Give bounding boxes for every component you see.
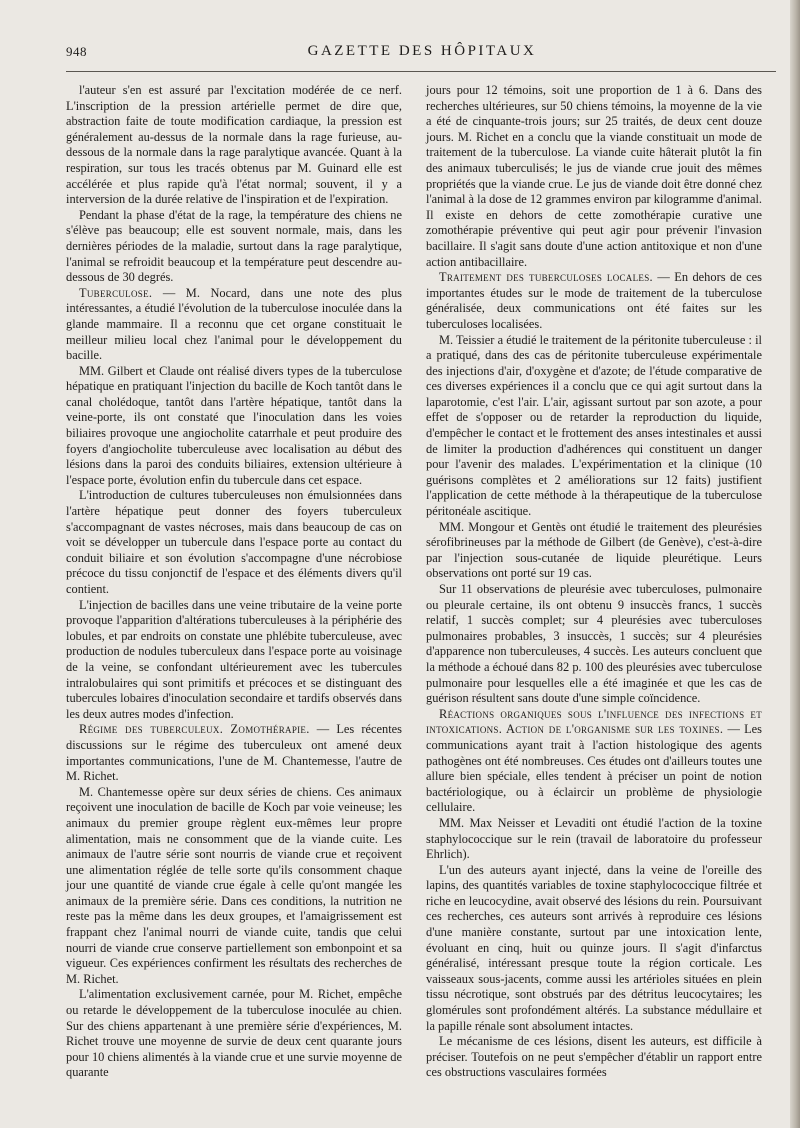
paragraph-text: — En dehors de ces importantes études sur le mode de traitement de la tuberculose généralisée, deux communications ont été faites sur les tuberculoses localisées. (426, 270, 762, 331)
paragraph-text: Sur 11 observations de pleurésie avec tuberculoses, pulmonaire ou pleurale certaine, ils ont obtenu 9 insuccès francs, 1 succès relatif, 1 succès complet; sur 4 pleurésies avec tuberculoses pulmonaires probables, 3 insuccès, 1 succès; sur 4 pleurésies d'apparence non tuberculeuses, 4 succès. Les auteurs concluent que la méthode a échoué dans 82 p. 100 des pleurésies avec tuberculose pulmonaire pour lesquelles elle a été imaginée et que les cas de guérison résultent sans doute d'une simple coïncidence. (426, 582, 762, 706)
paragraph-text: MM. Gilbert et Claude ont réalisé divers types de la tuberculose hépatique en pratiquant l'injection du bacille de Koch tantôt dans le canal cholédoque, tantôt dans l'artère hépatique, tantôt dans la veine-porte, ils ont constaté que l'inoculation dans les voies biliaires provoque une angiocholite catarrhale et peut produire des foyers d'angiocholite tuberculeuse avec localisation au début des lésions dans la paroi des conduits biliaires, extension ultérieure à l'espace porte, évolution enfin du tubercule dans cet espace. (66, 363, 402, 487)
paragraph-text: L'alimentation exclusivement carnée, pour M. Richet, empêche ou retarde le développement de la tuberculose inoculée au chien. Sur des chiens appartenant à une première série d'expériences, M. Richet trouve une moyenne de survie de deux cent quarante jours pour 10 chiens alimentés à la viande crue et une survie moyenne de quarante (66, 987, 402, 1080)
section-heading: Traitement des tuberculoses locales. (439, 270, 653, 285)
paragraph (426, 582, 762, 707)
paragraph-text: — M. Nocard, dans une note des plus intéressantes, a étudié l'évolution de la tuberculose inoculée dans la glande mammaire. Il a reconnu que cet organe constituait le meilleur milieu local chez l'animal pour le développement du bacille. (66, 285, 402, 363)
paragraph-text: — Les communications ayant trait à l'action histologique des agents pathogènes ont été nombreuses. Ces études ont d'ailleurs toutes une allure bien spéciale, elles tendent à préciser un point de notion bactériologique, ou à éclaircir un problème de physiologie cellulaire. (426, 722, 762, 815)
paragraph-text: l'auteur s'en est assuré par l'excitation modérée de ce nerf. L'inscription de la pression artérielle permet de dire que, abstraction faite de toute modification cardiaque, la pression est généralement au-dessus de la normale dans la rage furieuse, au-dessous de la normale dans la rage paralytique avancée. Quant à la respiration, sur tous les tracés obtenus par M. Guinard elle est accélérée et plus rapide qu'à l'état normal; souvent, il y a interversion de la durée relative de l'inspiration et de l'expiration. (66, 83, 402, 207)
paragraph (426, 1034, 762, 1081)
paragraph-text: L'introduction de cultures tuberculeuses non émulsionnées dans l'artère hépatique peut donner des foyers tuberculeux s'accompagnant de vastes nécroses, mais dans beaucoup de cas on voit se développer un tubercule dans l'espace porte au contact du conduit biliaire et son évolution s'accompagne d'une nécrobiose précoce du tissu conjonctif de l'espace et des éléments divers qu'il contient. (66, 488, 402, 596)
paragraph-text: Le mécanisme de ces lésions, disent les auteurs, est difficile à préciser. Toutefois on ne peut s'empêcher d'établir un rapport entre ces obstructions vasculaires formées (426, 1034, 762, 1080)
paragraph-text: — Les récentes discussions sur le régime des tuberculeux ont amené deux importantes communications, l'une de M. Chantemesse, l'autre de M. Richet. (66, 722, 402, 784)
paragraph (66, 722, 402, 784)
paragraph-text: MM. Mongour et Gentès ont étudié le traitement des pleurésies sérofibrineuses par la méthode de Gilbert (de Genève), c'est-à-dire par l'injection sous-cutanée de liquide pleurétique. Leurs observations ont porté sur 19 cas. (426, 519, 762, 581)
right-column (426, 83, 762, 1081)
page-number: 948 (66, 44, 87, 59)
paragraph (426, 863, 762, 1035)
paragraph-text: L'injection de bacilles dans une veine tributaire de la veine porte provoque l'apparition d'altérations tuberculeuses à la périphérie des lobules, et par endroits on constate une phlébite tuberculeuse, avec production de nodules tuberculeux dans l'espace porte au voisinage de la veine, se confondant ultérieurement avec les tubercules intralobulaires qui sont primitifs et précoces et se distinguant des tubercules lobaires d'inoculation secondaire et tardifs observés dans les deux autres modes d'infection. (66, 597, 402, 721)
paragraph (426, 520, 762, 582)
paragraph (66, 488, 402, 597)
paragraph (66, 987, 402, 1081)
paragraph (426, 333, 762, 520)
section-heading: Tuberculose. (79, 285, 153, 300)
page-edge (790, 0, 800, 1128)
paragraph-text: L'un des auteurs ayant injecté, dans la veine de l'oreille des lapins, des quantités variables de toxine staphylococcique filtrée et riche en leucocydine, avait observé des lésions du rein. Poursuivant ces recherches, ces auteurs sont arrivés à reproduire ces lésions d'une manière constante, surtout par une intoxication lente, évoluant en cinq, huit ou quinze jours. Il s'agit d'infarctus généralisé, intéressant presque toute la région corticale. Les vaisseaux sous-jacents, comme aussi les artérioles situées en plein tissu nécrotique, sont obstrués par des détritus leucocytaires; les glomérules sont profondément altérés. La substance médullaire et la papille rénale sont absolument intactes. (426, 862, 762, 1033)
paragraph (66, 286, 402, 364)
paragraph-text: Pendant la phase d'état de la rage, la température des chiens ne s'élève pas beaucoup; elle est souvent normale, mais, dans les dernières périodes de la maladie, surtout dans la rage paralytique, l'animal se refroidit beaucoup et la température peut descendre au-dessous de 30 degrés. (66, 207, 402, 285)
paragraph-text: MM. Max Neisser et Levaditi ont étudié l'action de la toxine staphylococcique sur le rein (travail de laboratoire du professeur Ehrlich). (426, 815, 762, 862)
left-column (66, 83, 402, 1081)
paragraph (66, 785, 402, 988)
paragraph (426, 83, 762, 270)
page-header (66, 44, 778, 66)
paragraph-text: jours pour 12 témoins, soit une proportion de 1 à 6. Dans des recherches ultérieures, sur 50 chiens témoins, la moyenne de la vie a été de cinquante-trois jours; sur 25 traités, de deux cent douze jours. M. Richet en a conclu que la viande constituait un mode de traitement de la tuberculose. La viande cuite hâterait plutôt la fin des animaux tuberculisés; le jus de viande crue jouit des mêmes propriétés que la viande crue. Le jus de viande doit être donné chez l'animal à la dose de 12 grammes environ par kilogramme d'animal. Il existe en dehors de cette zomothérapie curative une zomothérapie préventive qui peut agir pour prévenir l'invasion bacillaire. Il s'agit sans doute d'une action antitoxique et non d'une action antibacillaire. (426, 83, 762, 269)
paragraph (426, 707, 762, 816)
paragraph (426, 270, 762, 332)
running-title: GAZETTE DES HÔPITAUX (307, 43, 537, 59)
header-rule (66, 71, 776, 72)
paragraph-text: M. Chantemesse opère sur deux séries de chiens. Ces animaux reçoivent une inoculation de bacille de Koch par voie veineuse; les animaux du premier groupe règlent eux-mêmes leur propre alimentation, mais ne consomment que de la viande cuite. Les animaux de l'autre série sont nourris de viande crue et reçoivent une alimentation réglée de telle sorte qu'ils consomment chaque jour une quantité de viande crue égale à celle qu'ont mangée les animaux de la première série. Dans ces conditions, la nutrition ne reste pas la même dans les deux groupes, et l'amaigrissement est frappant chez l'animal nourri de viande cuite, tandis que celui nourri de viande crue conserve partiellement son embonpoint et sa vigueur. Ces expériences confirment les résultats des recherches de M. Richet. (66, 784, 402, 986)
section-heading: Réactions organiques sous l'influence des infections et intoxications. Action de l'organisme sur les toxines. (426, 706, 762, 737)
paragraph (66, 83, 402, 208)
paragraph (66, 208, 402, 286)
paragraph-text: M. Teissier a étudié le traitement de la péritonite tuberculeuse : il a pratiqué, dans des cas de péritonite tuberculeuse expérimentale des injections d'air, d'oxygène et d'azote; de l'étude comparative de ces diverses expériences il a conclu que ce qui agit surtout dans la laparotomie, c'est l'air. L'air, agissant surtout par son azote, a pour effet de s'opposer ou de retarder la reproduction du liquide, d'empêcher le contact et le frottement des anses intestinales et aussi de limiter la production d'adhérences qui constituent un danger pour l'avenir des malades. L'expérimentation et la clinique (10 guérisons complètes et 2 améliorations sur 12 faits) justifient l'application de cette méthode à la thérapeutique de la tuberculose péritonéale ascitique. (426, 332, 762, 519)
section-heading: Régime des tuberculeux. Zomothérapie. (79, 722, 310, 737)
paragraph (66, 598, 402, 723)
paragraph (426, 816, 762, 863)
paragraph (66, 364, 402, 489)
